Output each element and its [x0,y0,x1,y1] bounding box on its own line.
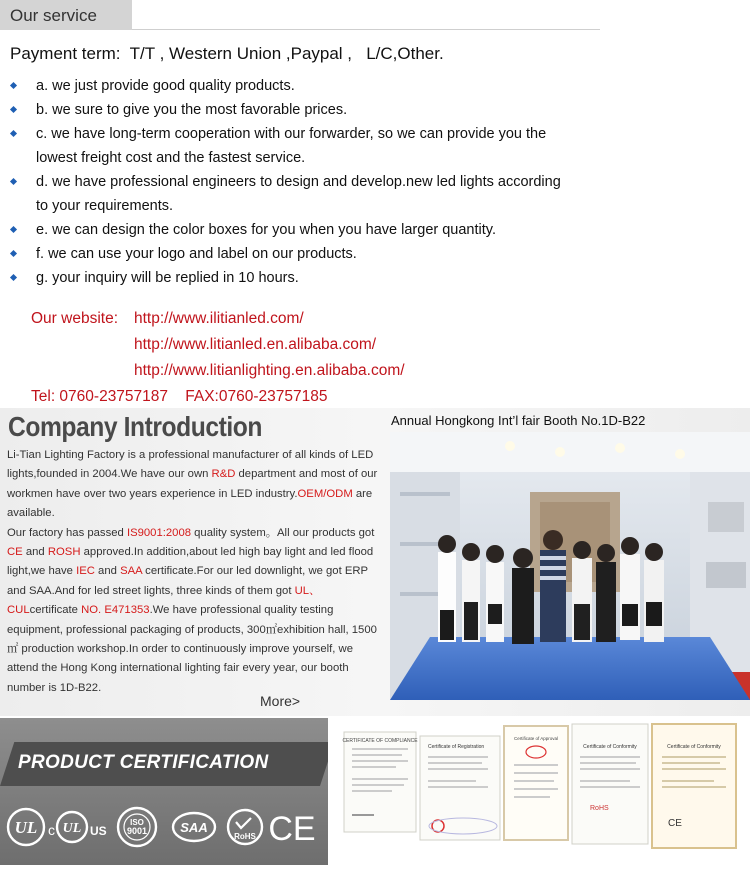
diamond-bullet-icon [10,250,17,257]
website-label: Our website: [31,310,119,327]
svg-text:SAA: SAA [180,820,208,835]
website-link-2[interactable]: http://www.litianled.en.alibaba.com/ [134,336,377,353]
certificate-doc-5 [652,724,736,848]
certificate-documents [328,718,750,865]
svg-text:CE: CE [668,818,682,829]
iso-9001-logo-icon [118,808,156,846]
diamond-bullet-icon [10,226,17,233]
svg-text:c: c [48,822,55,838]
list-item: b. we sure to give you the most favorable prices. [10,98,600,122]
svg-text:Certificate of Registration: Certificate of Registration [428,744,485,750]
list-item: a. we just provide good quality products. [10,74,600,98]
svg-text:CERTIFICATE OF COMPLIANCE: CERTIFICATE OF COMPLIANCE [342,738,418,744]
list-item: e. we can design the color boxes for you when you have larger quantity. [10,218,600,242]
diamond-bullet-icon [10,178,17,185]
cul-us-logo-icon [48,812,107,842]
list-item: d. we have professional engineers to design and develop.new led lights according to your requirements. [10,170,600,218]
certificate-documents-illustration [328,718,750,865]
certificate-doc-2 [420,736,500,840]
booth-photo-illustration [390,432,750,700]
svg-text:RoHS: RoHS [590,805,609,812]
certificate-doc-1 [342,732,418,832]
svg-text:US: US [90,824,107,838]
booth-photo [390,432,750,700]
website-link-3[interactable]: http://www.litianlighting.en.alibaba.com/ [134,362,405,379]
svg-text:9001: 9001 [126,826,148,836]
diamond-bullet-icon [10,130,17,137]
ul-logo-icon [8,809,44,845]
rohs-logo-icon [228,810,262,844]
svg-text:Certificate of Conformity: Certificate of Conformity [583,744,637,750]
website-link-1[interactable]: http://www.ilitianled.com/ [134,310,304,327]
list-item: c. we have long-term cooperation with our forwarder, so we can provide you the lowest freight cost and the fastest service. [10,122,600,170]
list-item: g. your inquiry will be replied in 10 hours. [10,266,600,290]
diamond-bullet-icon [10,82,17,89]
contact-phone-fax: Tel: 0760-23757187 FAX:0760-23757185 [31,388,328,405]
diamond-bullet-icon [10,106,17,113]
service-heading-rule [132,29,600,30]
company-intro-title: Company Introduction [8,411,263,442]
service-list [10,74,600,290]
svg-text:ISO: ISO [130,818,144,827]
saa-logo-icon [173,813,215,841]
service-heading-tab [0,0,132,30]
certificate-doc-3 [504,726,568,840]
more-link[interactable]: More> [260,693,301,709]
certificate-doc-4 [572,724,648,844]
ce-logo-icon [268,810,315,848]
booth-caption: Annual Hongkong Int’l fair Booth No.1D-B22 [391,413,646,428]
svg-text:Certificate of Conformity: Certificate of Conformity [667,744,721,750]
company-intro-text: Li-Tian Lighting Factory is a professional manufacturer of all kinds of LED lights,founded in 2004.We have our own R&D department and most of our workmen have over two years experience in LED industry.OEM/ODM are available. Our factory has passed IS9001:2008 quality system。All our products got CE and ROSH approved.In addition,about led high bay light and led flood light,we have IEC and SAA certificate.For our led downlight, we got ERP and SAA.And for led street lights, three kinds of them got UL、CULcertificate NO. E471353.We have professional quality testing equipment, professional packaging of products, 300㎡exhibition hall, 1500㎡ production workshop.In order to continuously improve yourself, we attend the Hong Kong international lighting fair every year, our booth number is 1D-B22. [7,449,378,694]
svg-text:CE: CE [268,810,316,848]
list-item: f. we can use your logo and label on our products. [10,242,600,266]
diamond-bullet-icon [10,274,17,281]
svg-text:RoHS: RoHS [234,832,256,841]
payment-terms: Payment term: T/T , Western Union ,Paypal , L/C,Other. [10,44,444,63]
svg-text:Certificate of Approval: Certificate of Approval [513,736,559,741]
certification-logos [0,800,328,860]
certification-title: PRODUCT CERTIFICATION [18,752,269,773]
svg-text:UL: UL [62,821,82,836]
service-heading: Our service [10,6,97,25]
svg-text:UL: UL [14,818,38,837]
